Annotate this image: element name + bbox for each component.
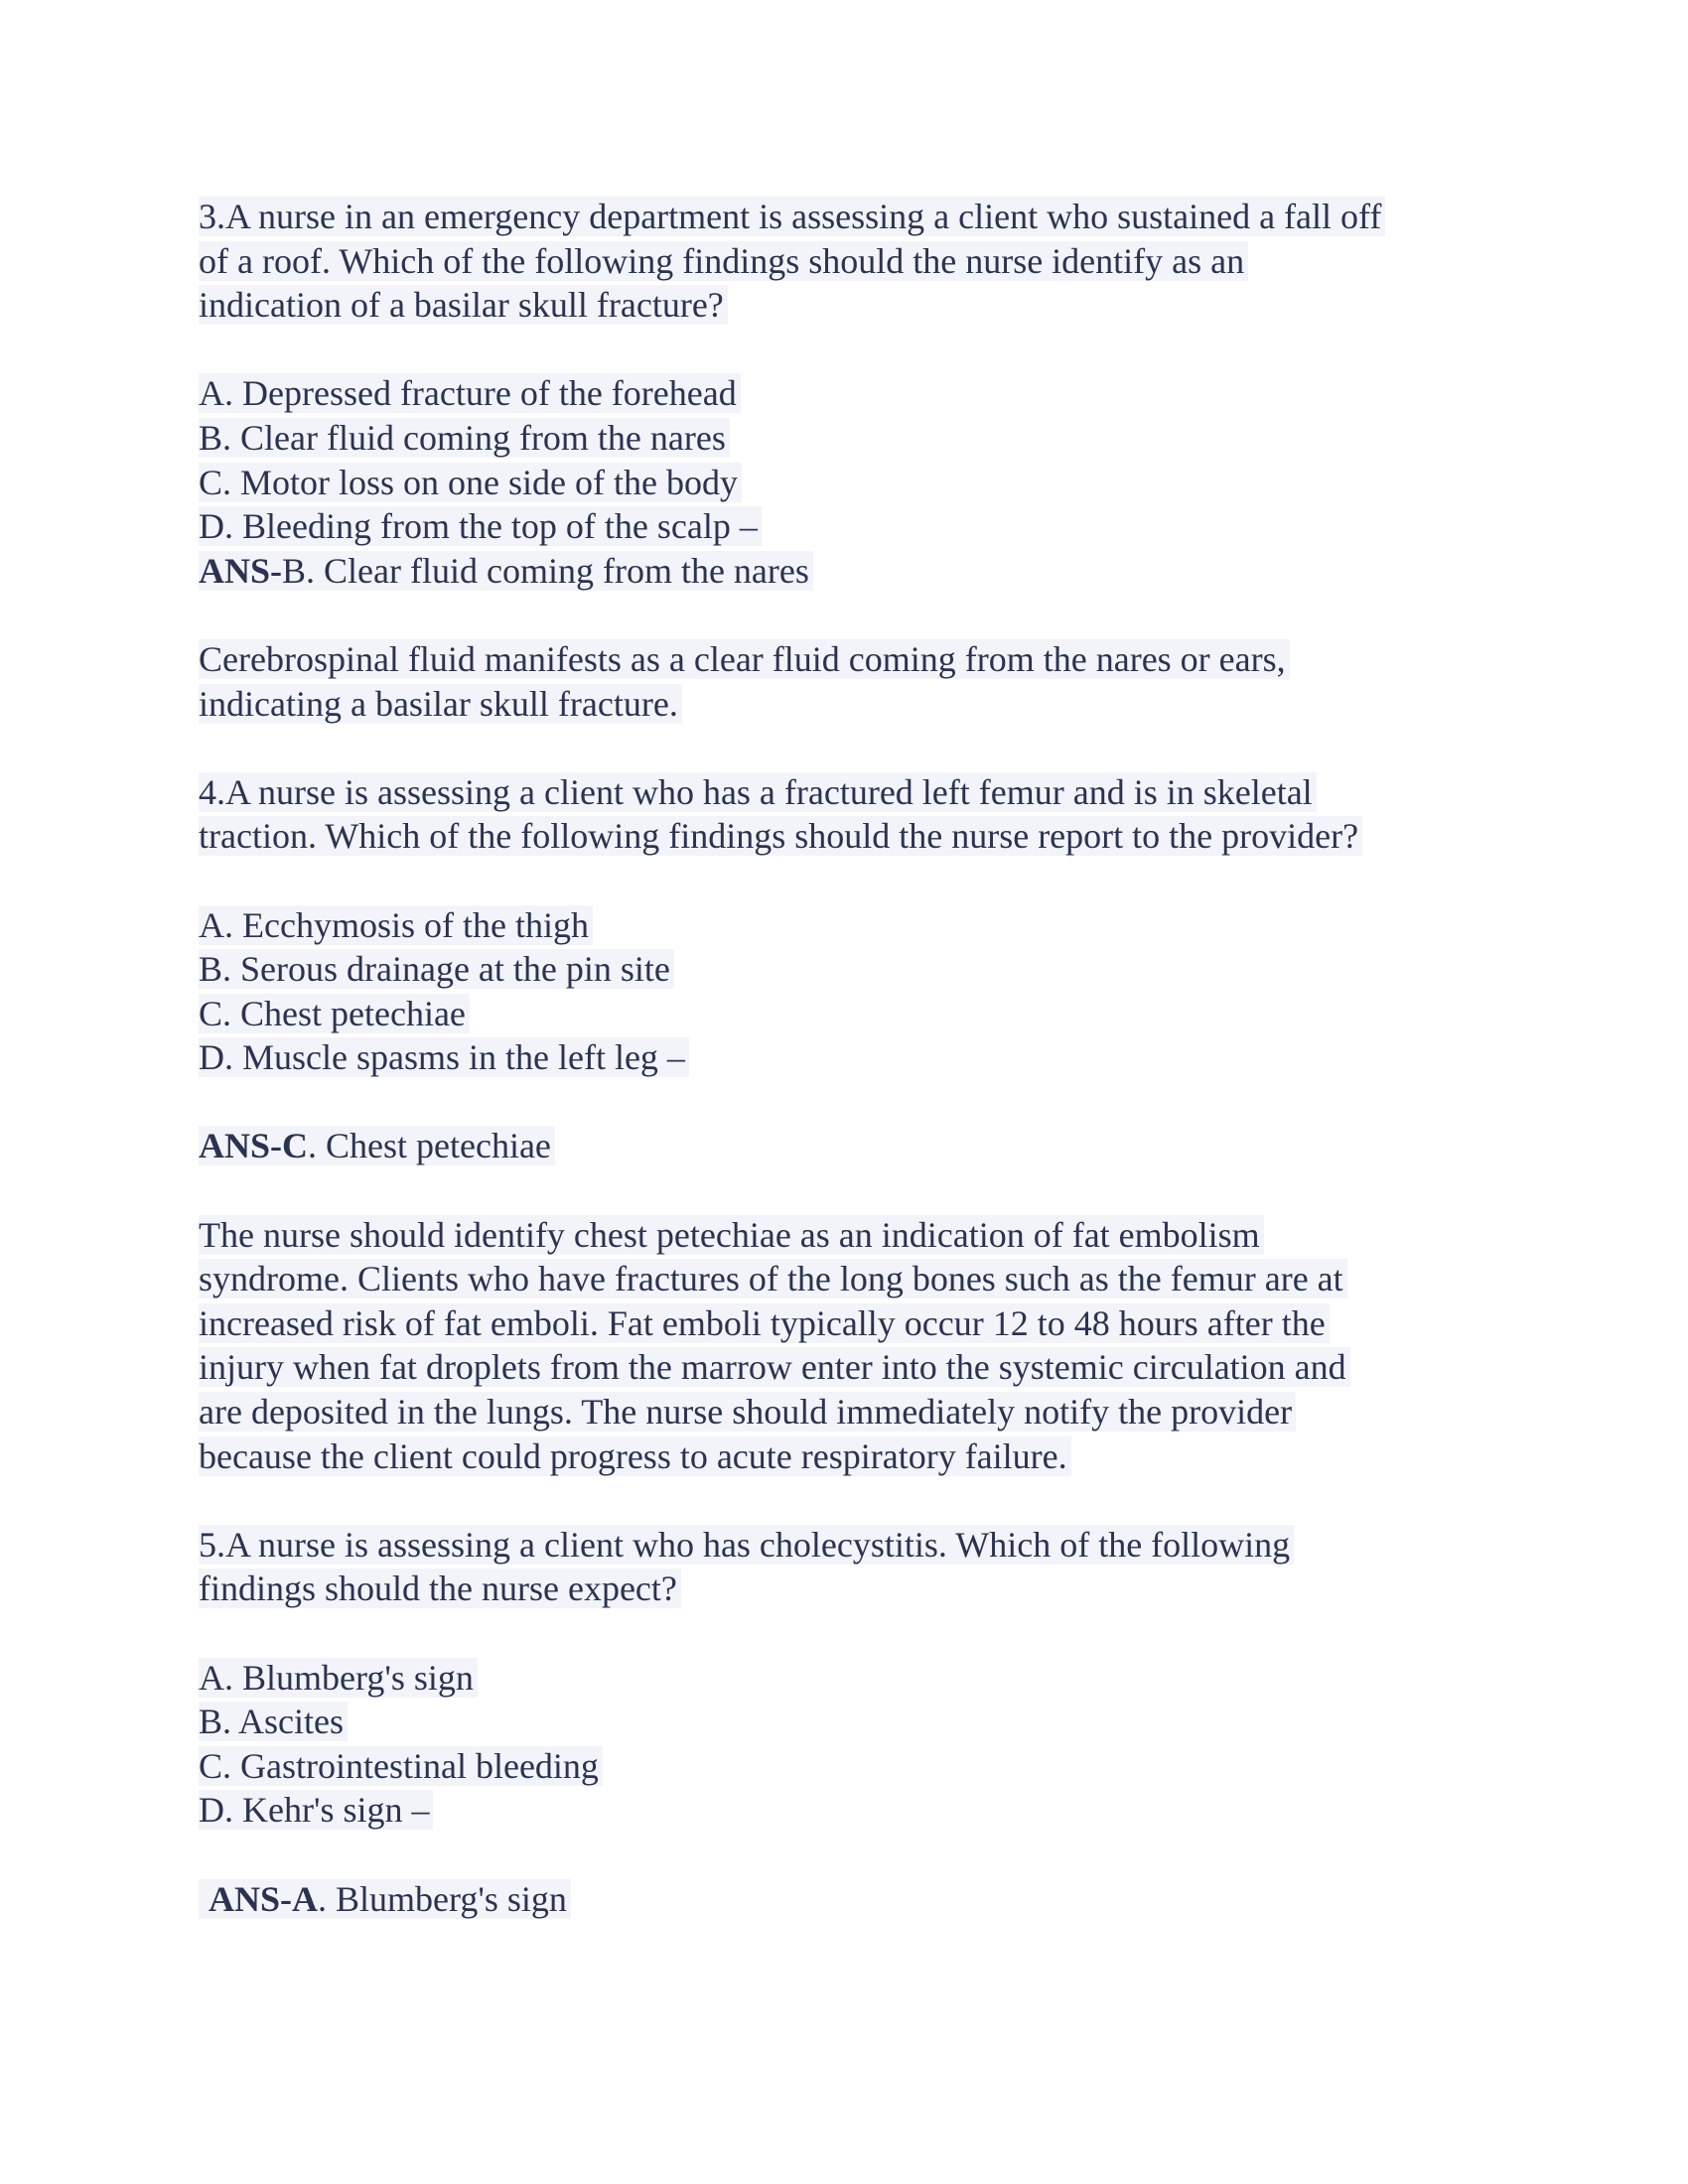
- question-4-option-c: C. Chest petechiae: [199, 992, 1509, 1036]
- question-4-option-b: B. Serous drainage at the pin site: [199, 947, 1509, 992]
- question-3-option-d: D. Bleeding from the top of the scalp –: [199, 504, 1509, 549]
- question-4-rationale-line-6: because the client could progress to acute respiratory failure.: [199, 1434, 1509, 1479]
- question-3-stem-line-2: of a roof. Which of the following findings should the nurse identify as an: [199, 239, 1509, 284]
- question-4-option-d: D. Muscle spasms in the left leg –: [199, 1035, 1509, 1080]
- question-4: [199, 770, 1509, 1479]
- answer-text: . Chest petechiae: [308, 1126, 551, 1166]
- question-5-stem-line-1: 5.A nurse is assessing a client who has cholecystitis. Which of the following: [199, 1523, 1509, 1568]
- question-5-option-a: A. Blumberg's sign: [199, 1656, 1509, 1701]
- question-3-answer: [199, 549, 1509, 594]
- answer-label: ANS-A: [209, 1878, 319, 1919]
- question-5-stem-line-2: findings should the nurse expect?: [199, 1567, 1509, 1611]
- question-3-option-a: A. Depressed fracture of the forehead: [199, 371, 1509, 416]
- question-3-option-c: C. Motor loss on one side of the body: [199, 461, 1509, 505]
- question-4-rationale-line-5: are deposited in the lungs. The nurse should immediately notify the provider: [199, 1390, 1509, 1434]
- question-3-rationale-line-1: Cerebrospinal fluid manifests as a clear fluid coming from the nares or ears,: [199, 637, 1509, 682]
- answer-text: . Blumberg's sign: [318, 1878, 567, 1919]
- question-4-rationale-line-4: injury when fat droplets from the marrow enter into the systemic circulation and: [199, 1345, 1509, 1390]
- question-3-stem-line-3: indication of a basilar skull fracture?: [199, 283, 1509, 328]
- question-3-rationale-line-2: indicating a basilar skull fracture.: [199, 682, 1509, 727]
- question-4-answer: [199, 1124, 1509, 1168]
- question-3-stem-line-1: 3.A nurse in an emergency department is assessing a client who sustained a fall off: [199, 195, 1509, 239]
- question-3-option-b: B. Clear fluid coming from the nares: [199, 416, 1509, 461]
- question-5-option-c: C. Gastrointestinal bleeding: [199, 1744, 1509, 1789]
- answer-label: ANS-C: [199, 1126, 309, 1166]
- question-4-option-a: A. Ecchymosis of the thigh: [199, 903, 1509, 948]
- question-3: [199, 195, 1509, 726]
- question-5-answer: [199, 1877, 1509, 1922]
- question-5-option-b: B. Ascites: [199, 1700, 1509, 1744]
- answer-text: B. Clear fluid coming from the nares: [282, 550, 809, 591]
- question-4-stem-line-2: traction. Which of the following findings should the nurse report to the provider?: [199, 814, 1509, 859]
- question-4-rationale-line-2: syndrome. Clients who have fractures of the long bones such as the femur are at: [199, 1257, 1509, 1301]
- document-page: [199, 195, 1509, 1921]
- question-4-stem-line-1: 4.A nurse is assessing a client who has a fractured left femur and is in skeletal: [199, 770, 1509, 815]
- question-5-option-d: D. Kehr's sign –: [199, 1788, 1509, 1833]
- question-5: [199, 1523, 1509, 1921]
- question-4-rationale-line-3: increased risk of fat emboli. Fat emboli typically occur 12 to 48 hours after the: [199, 1301, 1509, 1346]
- question-4-rationale-line-1: The nurse should identify chest petechiae as an indication of fat embolism: [199, 1213, 1509, 1258]
- answer-label: ANS-: [199, 550, 283, 591]
